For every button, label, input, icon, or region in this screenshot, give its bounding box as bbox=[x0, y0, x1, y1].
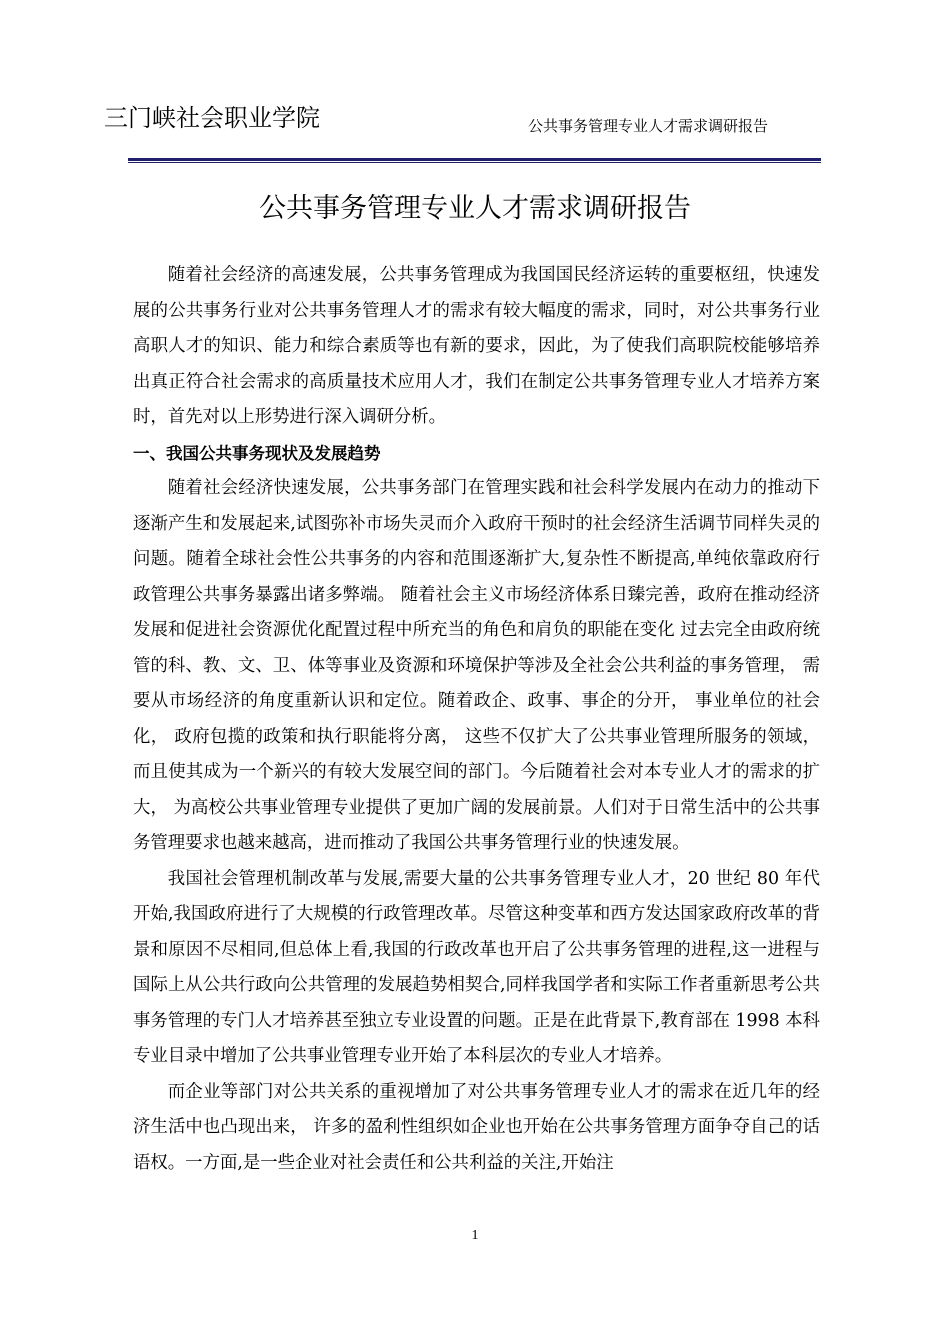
document-body bbox=[133, 258, 820, 1181]
document-title: 公共事务管理专业人才需求调研报告 bbox=[259, 193, 691, 224]
header-report-title: 公共事务管理专业人才需求调研报告 bbox=[528, 117, 769, 135]
body-paragraph: 我国社会管理机制改革与发展,需要大量的公共事务管理专业人才，20 世纪 80 年代开始,我国政府进行了大规模的行政管理改革。尽管这种变革和西方发达国家政府改革的背景和原因不尽相同,但总体上看,我国的行政改革也开启了公共事务管理的进程,这一进程与国际上从公共行政向公共管理的发展趋势相契合,同样我国学者和实际工作者重新思考公共事务管理的专门人才培养甚至独立专业设置的问题。正是在此背景下,教育部在 1998 本科专业目录中增加了公共事业管理专业开始了本科层次的专业人才培养。 bbox=[133, 868, 820, 1066]
intro-paragraph: 随着社会经济的高速发展，公共事务管理成为我国国民经济运转的重要枢纽，快速发展的公共事务行业对公共事务管理人才的需求有较大幅度的需求，同时，对公共事务行业高职人才的知识、能力和综合素质等也有新的要求，因此，为了使我们高职院校能够培养出真正符合社会需求的高质量技术应用人才，我们在制定公共事务管理专业人才培养方案时，首先对以上形势进行深入调研分析。 bbox=[133, 265, 820, 427]
section-heading: 一、我国公共事务现状及发展趋势 bbox=[133, 443, 381, 463]
body-paragraph: 而企业等部门对公共关系的重视增加了对公共事务管理专业人才的需求在近几年的经济生活中也凸现出来， 许多的盈利性组织如企业也开始在公共事务管理方面争夺自己的话语权。一方面,是一些企业对社会责任和公共利益的关注,开始注 bbox=[133, 1081, 820, 1173]
page-number: 1 bbox=[471, 1228, 479, 1243]
header-divider bbox=[128, 158, 821, 163]
header-school-name: 三门峡社会职业学院 bbox=[104, 104, 320, 132]
body-paragraph: 随着社会经济快速发展，公共事务部门在管理实践和社会科学发展内在动力的推动下逐渐产生和发展起来,试图弥补市场失灵而介入政府干预时的社会经济生活调节同样失灵的问题。随着全球社会性公共事务的内容和范围逐渐扩大,复杂性不断提高,单纯依靠政府行政管理公共事务暴露出诸多弊端。 随着社会主义市场经济体系日臻完善，政府在推动经济发展和促进社会资源优化配置过程中所充当的角色和肩负的职能在变化 过去完全由政府统管的科、教、文、卫、体等事业及资源和环境保护等涉及全社会公共利益的事务管理， 需要从市场经济的角度重新认识和定位。随着政企、政事、事企的分开， 事业单位的社会化， 政府包揽的政策和执行职能将分离， 这些不仅扩大了公共事业管理所服务的领域， 而且使其成为一个新兴的有较大发展空间的部门。今后随着社会对本专业人才的需求的扩大， 为高校公共事业管理专业提供了更加广阔的发展前景。人们对于日常生活中的公共事务管理要求也越来越高，进而推动了我国公共事务管理行业的快速发展。 bbox=[133, 478, 820, 853]
